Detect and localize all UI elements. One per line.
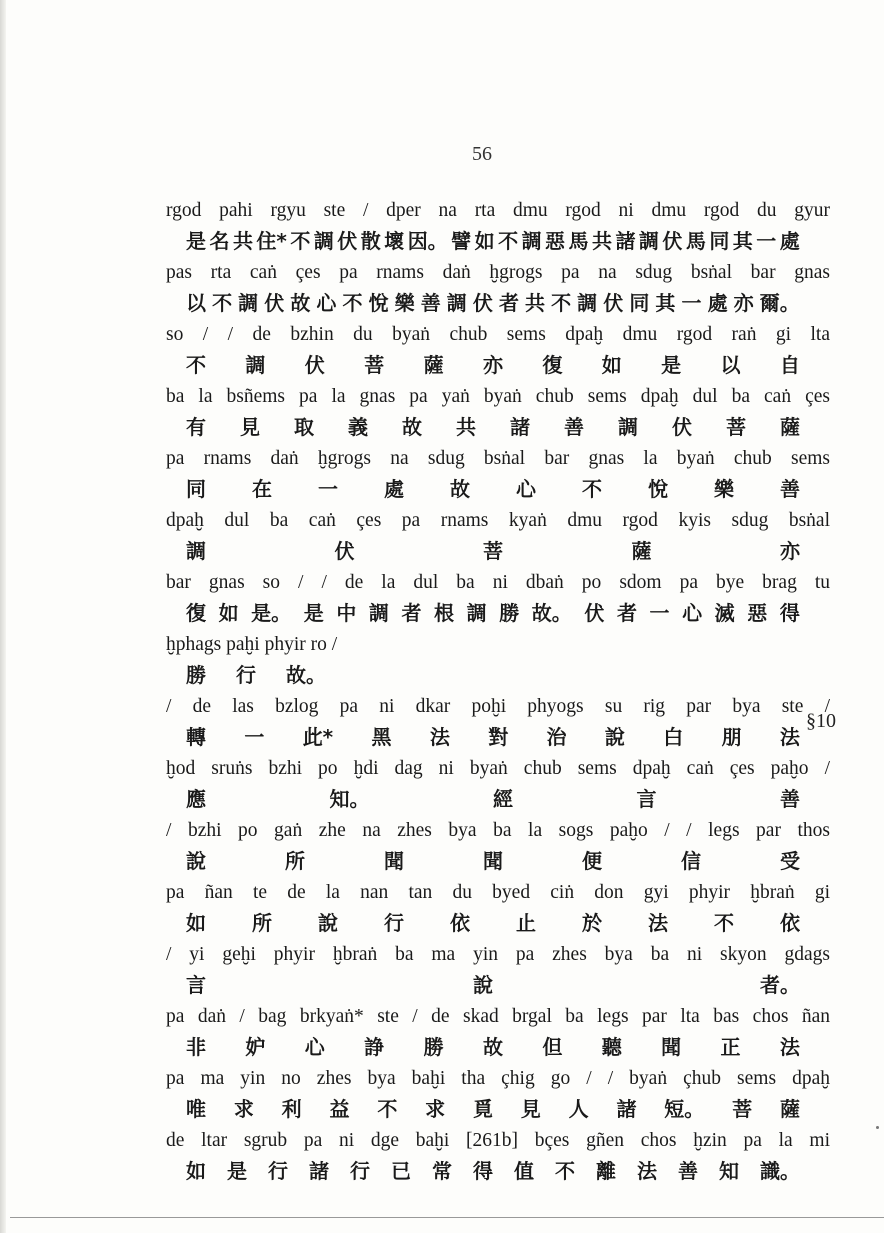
chinese-char: 調: [368, 601, 389, 625]
chinese-char: 勝: [186, 663, 206, 687]
chinese-line: [166, 1094, 830, 1125]
chinese-char: 亦: [482, 353, 503, 377]
chinese-char: 法: [637, 1159, 657, 1183]
chinese-char: 朋: [721, 725, 742, 749]
chinese-char: 中: [336, 601, 357, 625]
chinese-char: 伏: [304, 353, 325, 377]
chinese-char: 不: [555, 1159, 575, 1183]
chinese-char: 悅: [368, 291, 389, 315]
chinese-char: 心: [516, 477, 536, 501]
chinese-char: 伏: [662, 229, 683, 253]
chinese-char: 白: [663, 725, 684, 749]
tibetan-line: bar gnas so / / de la dul ba ni dbaṅ po sdom pa bye brag tu: [166, 572, 830, 593]
chinese-char: 善: [780, 787, 800, 811]
chinese-char: 壞: [384, 229, 405, 253]
chinese-char: 唯: [186, 1097, 206, 1121]
chinese-char: 所: [252, 911, 272, 935]
chinese-line: [166, 970, 830, 1001]
chinese-char: 故: [290, 291, 311, 315]
chinese-char: 轉: [186, 725, 206, 749]
chinese-char: 者。: [760, 973, 800, 997]
chinese-char: 求: [425, 1097, 446, 1121]
chinese-char: 薩: [780, 415, 800, 439]
chinese-char: 調: [466, 601, 487, 625]
chinese-char: 伏: [603, 291, 624, 315]
chinese-char: 行: [236, 663, 256, 687]
chinese-char: 伏: [337, 229, 358, 253]
chinese-char: 調: [186, 539, 206, 563]
chinese-char: 如: [186, 911, 206, 935]
chinese-char: 妒: [245, 1035, 266, 1059]
chinese-char: 如: [601, 353, 622, 377]
chinese-char: 聞: [384, 849, 404, 873]
text-block: [166, 195, 830, 1187]
chinese-char: 菩: [483, 539, 503, 563]
chinese-char: 諍: [364, 1035, 385, 1059]
chinese-char: 者: [498, 291, 519, 315]
chinese-char: 有: [186, 415, 206, 439]
chinese-char: 言: [636, 787, 657, 811]
chinese-char: 共: [525, 291, 546, 315]
tibetan-line: pa rnams daṅ ḫgrogs na sdug bsṅal bar gnas la byaṅ chub sems: [166, 448, 830, 469]
chinese-char: 所: [285, 849, 305, 873]
chinese-char: 處: [384, 477, 404, 501]
chinese-char: 正: [720, 1035, 741, 1059]
tibetan-line: pa ma yin no zhes bya baḫi tha çhig go / / byaṅ çhub sems dpaḫ: [166, 1068, 830, 1089]
page-number: 56: [472, 143, 492, 165]
chinese-char: 樂: [394, 291, 415, 315]
chinese-char: 勝: [499, 601, 520, 625]
chinese-line: [166, 784, 830, 815]
tibetan-line: / de las bzlog pa ni dkar poḫi phyogs su rig par bya ste /: [166, 696, 830, 717]
chinese-line: [166, 350, 830, 381]
chinese-char: 黑: [371, 725, 392, 749]
chinese-char: 譬: [451, 229, 472, 253]
chinese-char: 受: [780, 849, 800, 873]
chinese-char: 馬: [568, 229, 589, 253]
chinese-line: [166, 1032, 830, 1063]
chinese-char: 薩: [423, 353, 444, 377]
chinese-char: 此*: [302, 725, 334, 749]
chinese-char: 共: [456, 415, 476, 439]
chinese-char: 如: [186, 1159, 206, 1183]
chinese-char: 滅: [714, 601, 735, 625]
chinese-char: 一: [681, 291, 702, 315]
chinese-char: 法: [429, 725, 450, 749]
chinese-char: 住*: [256, 229, 287, 253]
chinese-char: 不: [212, 291, 233, 315]
chinese-char: 菩: [364, 353, 385, 377]
chinese-line: [166, 412, 830, 443]
chinese-char: 其: [655, 291, 676, 315]
chinese-char: 常: [432, 1159, 452, 1183]
chinese-char: 諸: [616, 1097, 637, 1121]
chinese-char: 調: [245, 353, 266, 377]
chinese-char: 法: [779, 725, 800, 749]
chinese-char: 如: [218, 601, 239, 625]
chinese-char: 者: [401, 601, 422, 625]
tibetan-line: ḫphags paḫi phyir ro /: [166, 634, 338, 655]
chinese-char: 爾。: [759, 291, 800, 315]
chinese-char: 伏: [672, 415, 692, 439]
chinese-char: 同: [709, 229, 730, 253]
chinese-char: 聽: [601, 1035, 622, 1059]
chinese-char: 因。: [407, 229, 448, 253]
chinese-char: 調: [313, 229, 334, 253]
chinese-char: 得: [779, 601, 800, 625]
chinese-line: [166, 660, 356, 691]
chinese-char: 者: [616, 601, 637, 625]
chinese-char: 求: [233, 1097, 254, 1121]
chinese-char: 見: [520, 1097, 541, 1121]
chinese-char: 諸: [309, 1159, 329, 1183]
chinese-char: 菩: [726, 415, 746, 439]
chinese-char: 以: [720, 353, 741, 377]
chinese-char: 覓: [472, 1097, 493, 1121]
chinese-char: 伏: [472, 291, 493, 315]
chinese-char: 信: [681, 849, 701, 873]
chinese-char: 同: [629, 291, 650, 315]
chinese-char: 故: [450, 477, 470, 501]
chinese-char: 聞: [661, 1035, 682, 1059]
chinese-line: [166, 474, 830, 505]
chinese-char: 言: [186, 973, 206, 997]
tibetan-line: rgod pahi rgyu ste / dper na rta dmu rgod ni dmu rgod du gyur: [166, 200, 830, 221]
chinese-char: 在: [252, 477, 272, 501]
chinese-char: 行: [384, 911, 404, 935]
chinese-char: 依: [450, 911, 470, 935]
chinese-char: 不: [377, 1097, 398, 1121]
chinese-char: 是。: [251, 601, 292, 625]
chinese-char: 共: [232, 229, 253, 253]
chinese-char: 故。: [531, 601, 572, 625]
chinese-char: 不: [551, 291, 572, 315]
margin-mark: [876, 1126, 879, 1129]
section-mark: §10: [806, 710, 836, 732]
chinese-char: 名: [209, 229, 230, 253]
chinese-line: [166, 1156, 830, 1187]
chinese-char: 自: [779, 353, 800, 377]
chinese-char: 調: [238, 291, 259, 315]
chinese-line: [166, 908, 830, 939]
chinese-char: 不: [582, 477, 602, 501]
chinese-char: 亦: [780, 539, 800, 563]
chinese-char: 菩: [732, 1097, 753, 1121]
chinese-line: [166, 536, 830, 567]
chinese-char: 取: [294, 415, 314, 439]
chinese-char: 薩: [631, 539, 652, 563]
chinese-char: 薩: [779, 1097, 800, 1121]
chinese-char: 但: [542, 1035, 563, 1059]
tibetan-line: / bzhi po gaṅ zhe na zhes bya ba la sogs paḫo / / legs par thos: [166, 820, 830, 841]
tibetan-line: so / / de bzhin du byaṅ chub sems dpaḫ dmu rgod raṅ gi lta: [166, 324, 830, 345]
chinese-line: [166, 288, 830, 319]
chinese-char: 止: [516, 911, 536, 935]
chinese-char: 短。: [664, 1097, 705, 1121]
chinese-char: 心: [316, 291, 337, 315]
chinese-char: 善: [780, 477, 800, 501]
chinese-char: 非: [186, 1035, 206, 1059]
chinese-char: 調: [618, 415, 638, 439]
chinese-char: 識。: [760, 1159, 800, 1183]
chinese-char: 依: [780, 911, 800, 935]
chinese-char: 應: [186, 787, 206, 811]
chinese-char: 惡: [747, 601, 768, 625]
chinese-char: 見: [240, 415, 260, 439]
chinese-line: [166, 722, 830, 753]
tibetan-line: pas rta caṅ çes pa rnams daṅ ḫgrogs pa na sdug bsṅal bar gnas: [166, 262, 830, 283]
chinese-char: 其: [732, 229, 753, 253]
chinese-char: 心: [682, 601, 703, 625]
chinese-char: 以: [186, 291, 206, 315]
tibetan-line: pa daṅ / bag brkyaṅ* ste / de skad brgal ba legs par lta bas chos ñan: [166, 1006, 830, 1027]
chinese-char: 伏: [584, 601, 605, 625]
chinese-char: 對: [488, 725, 509, 749]
chinese-char: 一: [756, 229, 777, 253]
tibetan-line: ḫod sruṅs bzhi po ḫdi dag ni byaṅ chub sems dpaḫ caṅ çes paḫo /: [166, 758, 830, 779]
chinese-char: 善: [678, 1159, 698, 1183]
chinese-char: 如: [474, 229, 495, 253]
chinese-char: 治: [546, 725, 567, 749]
chinese-char: 心: [304, 1035, 325, 1059]
chinese-char: 悅: [648, 477, 668, 501]
chinese-line: [166, 846, 830, 877]
chinese-char: 調: [577, 291, 598, 315]
chinese-char: 同: [186, 477, 206, 501]
chinese-char: 伏: [264, 291, 285, 315]
chinese-char: 調: [638, 229, 659, 253]
chinese-char: 不: [186, 353, 206, 377]
tibetan-line: dpaḫ dul ba caṅ çes pa rnams kyaṅ dmu rgod kyis sdug bsṅal: [166, 510, 830, 531]
chinese-char: 行: [268, 1159, 288, 1183]
chinese-char: 不: [290, 229, 311, 253]
chinese-char: 聞: [483, 849, 503, 873]
chinese-char: 馬: [685, 229, 706, 253]
chinese-char: 說: [604, 725, 625, 749]
chinese-char: 故。: [286, 663, 326, 687]
chinese-char: 處: [779, 229, 800, 253]
chinese-char: 善: [420, 291, 441, 315]
chinese-char: 值: [514, 1159, 534, 1183]
chinese-char: 散: [360, 229, 381, 253]
chinese-char: 是: [227, 1159, 247, 1183]
chinese-char: 諸: [510, 415, 530, 439]
chinese-char: 不: [714, 911, 734, 935]
chinese-char: 亦: [733, 291, 754, 315]
chinese-char: 得: [473, 1159, 493, 1183]
tibetan-line: / yi geḫi phyir ḫbraṅ ba ma yin pa zhes bya ba ni skyon gdags: [166, 944, 830, 965]
chinese-char: 法: [779, 1035, 800, 1059]
chinese-char: 不: [342, 291, 363, 315]
chinese-char: 經: [493, 787, 513, 811]
scan-edge: [0, 0, 6, 1233]
chinese-char: 調: [446, 291, 467, 315]
tibetan-line: ba la bsñems pa la gnas pa yaṅ byaṅ chub sems dpaḫ dul ba caṅ çes: [166, 386, 830, 407]
chinese-char: 復: [186, 601, 206, 625]
chinese-char: 義: [348, 415, 368, 439]
chinese-char: 法: [648, 911, 668, 935]
chinese-char: 一: [318, 477, 338, 501]
chinese-line: [166, 598, 830, 629]
chinese-char: 說: [473, 973, 493, 997]
chinese-char: 是: [186, 229, 206, 253]
chinese-char: 說: [186, 849, 206, 873]
chinese-char: 復: [542, 353, 563, 377]
chinese-char: 知: [719, 1159, 739, 1183]
chinese-char: 根: [434, 601, 455, 625]
chinese-char: 益: [329, 1097, 350, 1121]
tibetan-line: pa ñan te de la nan tan du byed ciṅ don gyi phyir ḫbraṅ gi: [166, 882, 830, 903]
chinese-char: 勝: [423, 1035, 444, 1059]
chinese-char: 是: [661, 353, 682, 377]
chinese-char: 人: [568, 1097, 589, 1121]
chinese-char: 諸: [615, 229, 636, 253]
chinese-char: 不: [498, 229, 519, 253]
chinese-char: 已: [391, 1159, 411, 1183]
chinese-char: 調: [521, 229, 542, 253]
chinese-char: 行: [350, 1159, 370, 1183]
chinese-char: 樂: [714, 477, 734, 501]
chinese-char: 共: [591, 229, 612, 253]
chinese-char: 故: [482, 1035, 503, 1059]
chinese-char: 惡: [545, 229, 566, 253]
tibetan-line: de ltar sgrub pa ni dge baḫi [261b] bçes gñen chos ḫzin pa la mi: [166, 1130, 830, 1151]
chinese-char: 處: [707, 291, 728, 315]
chinese-char: 一: [649, 601, 670, 625]
chinese-char: 離: [596, 1159, 616, 1183]
chinese-char: 伏: [334, 539, 355, 563]
chinese-char: 便: [582, 849, 602, 873]
chinese-char: 善: [564, 415, 584, 439]
chinese-char: 故: [402, 415, 422, 439]
chinese-char: 一: [244, 725, 265, 749]
chinese-line: [166, 226, 830, 257]
chinese-char: 是: [303, 601, 324, 625]
chinese-char: 於: [582, 911, 602, 935]
bottom-rule: [10, 1217, 884, 1218]
chinese-char: 利: [281, 1097, 302, 1121]
chinese-char: 知。: [329, 787, 370, 811]
chinese-char: 說: [318, 911, 338, 935]
